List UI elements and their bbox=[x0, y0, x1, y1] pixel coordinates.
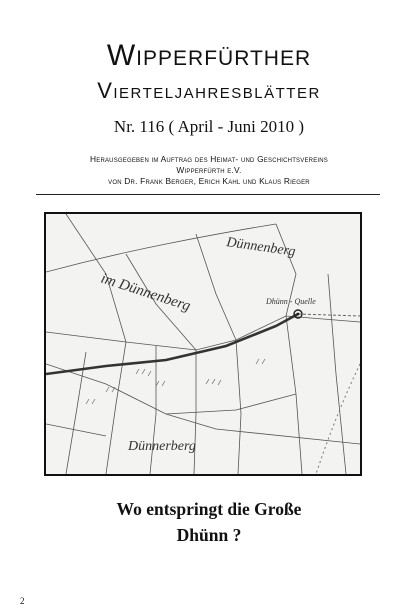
publisher-line3: von Dr. Frank Berger, Erich Kahl und Klaus Rieger bbox=[108, 176, 310, 186]
magazine-title-line2: Vierteljahresblätter bbox=[97, 78, 321, 103]
issue-line: Nr. 116 ( April - Juni 2010 ) bbox=[113, 117, 305, 136]
map-label-top: Dünnenberg bbox=[225, 235, 297, 260]
page-number: 2 bbox=[20, 596, 25, 606]
magazine-title-line1: Wipperfürther bbox=[106, 39, 312, 72]
map-label-source: Dhünn - Quelle bbox=[266, 297, 316, 306]
headline-line1: Wo entspringt die Große bbox=[116, 499, 302, 519]
historic-map-image bbox=[44, 212, 362, 476]
map-label-bottom: Dünnerberg bbox=[128, 439, 196, 454]
article-headline bbox=[0, 496, 418, 548]
map-drawing bbox=[46, 214, 360, 474]
publisher-line2: Wipperfürth e.V. bbox=[176, 165, 242, 175]
headline-line2: Dhünn ? bbox=[176, 525, 242, 545]
publisher-line1: Herausgegeben im Auftrag des Heimat- und Geschichtsvereins bbox=[90, 154, 328, 164]
header-divider bbox=[36, 194, 380, 195]
publisher-block bbox=[0, 154, 418, 187]
map-label-left: im Dünnenberg bbox=[98, 270, 193, 315]
